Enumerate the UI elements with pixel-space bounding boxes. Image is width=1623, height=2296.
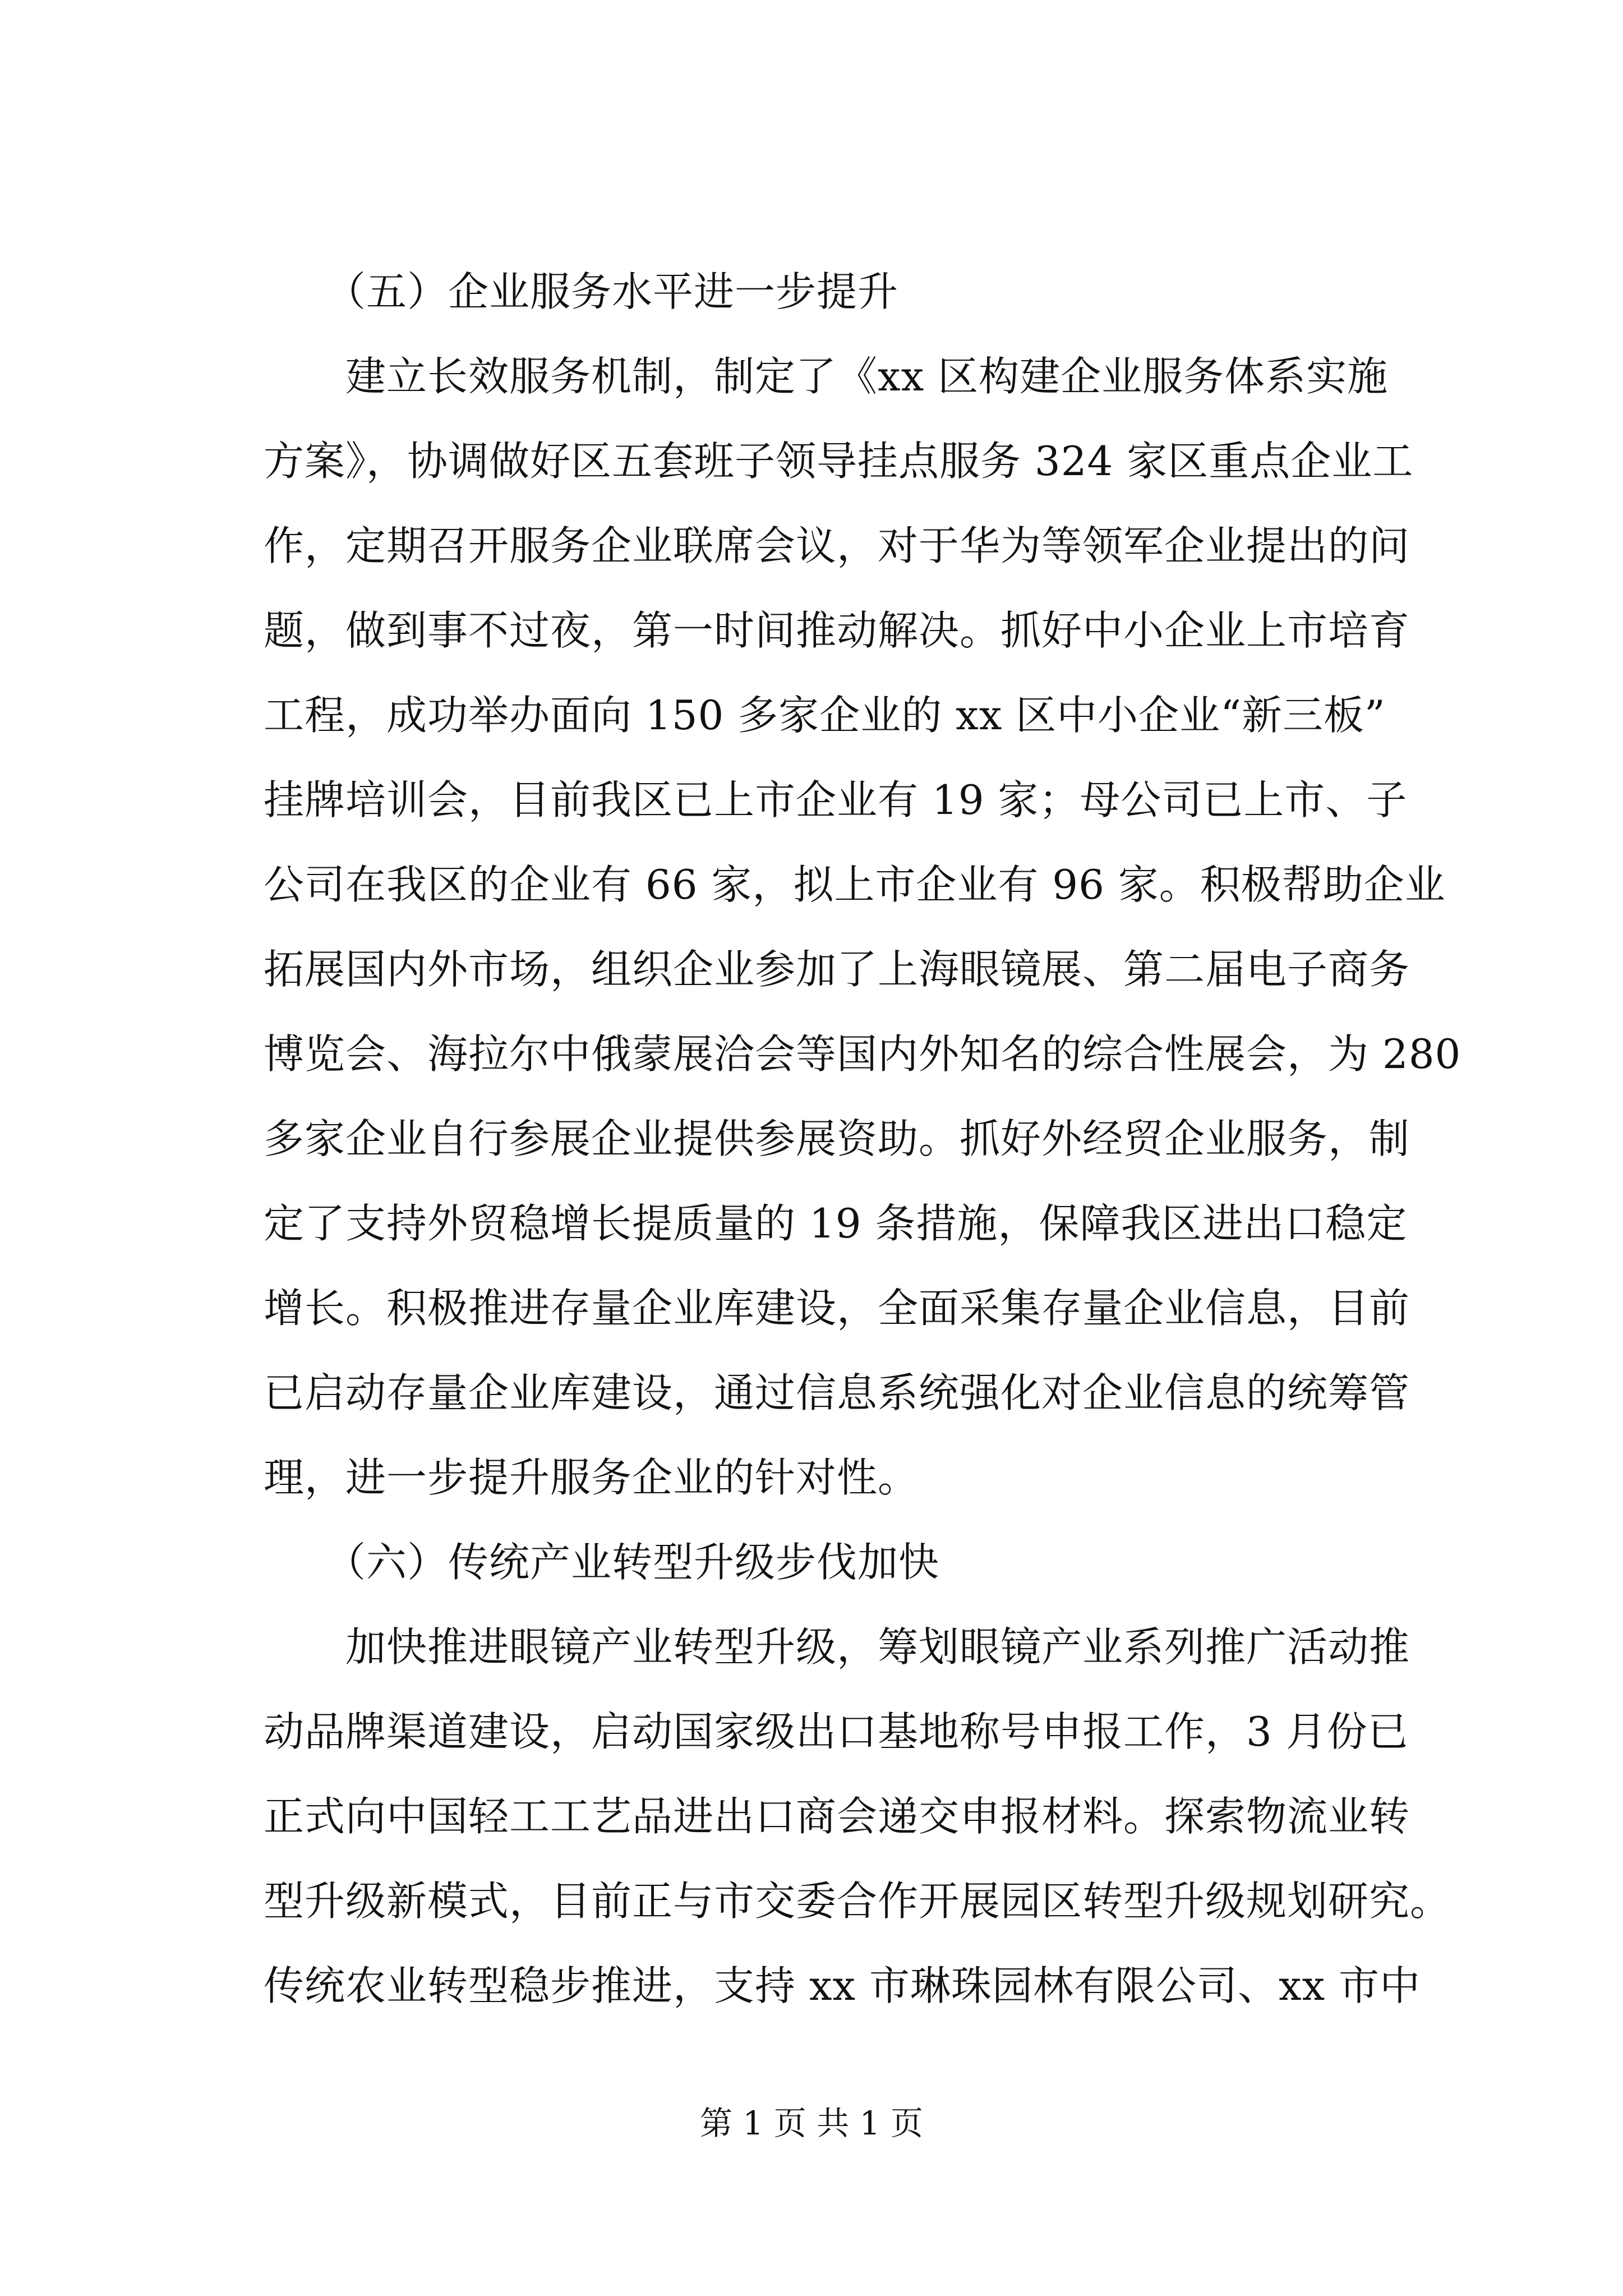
paragraph-line: 作，定期召开服务企业联席会议，对于华为等领军企业提出的问 — [264, 522, 1410, 569]
paragraph-line: 方案》，协调做好区五套班子领导挂点服务 324 家区重点企业工 — [264, 438, 1414, 485]
paragraph-line: 动品牌渠道建设，启动国家级出口基地称号申报工作，3 月份已 — [264, 1708, 1409, 1755]
paragraph-line: 正式向中国轻工工艺品进出口商会递交申报材料。探索物流业转 — [264, 1793, 1410, 1840]
paragraph-line: 博览会、海拉尔中俄蒙展洽会等国内外知名的综合性展会，为 280 — [264, 1030, 1461, 1078]
paragraph-line: 拓展国内外市场，组织企业参加了上海眼镜展、第二届电子商务 — [264, 946, 1410, 993]
section-heading-6: （六）传统产业转型升级步伐加快 — [264, 1539, 940, 1586]
paragraph-line: 题，做到事不过夜，第一时间推动解决。抓好中小企业上市培育 — [264, 607, 1410, 654]
paragraph-line: 建立长效服务机制，制定了《xx 区构建企业服务体系实施 — [264, 353, 1389, 400]
paragraph-line: 已启动存量企业库建设，通过信息系统强化对企业信息的统筹管 — [264, 1369, 1410, 1416]
paragraph-line: 工程，成功举办面向 150 多家企业的 xx 区中小企业“新三板” — [264, 692, 1386, 739]
paragraph-line: 型升级新模式，目前正与市交委合作开展园区转型升级规划研究。 — [264, 1878, 1451, 1925]
page-footer: 第 1 页 共 1 页 — [700, 2104, 923, 2142]
section-heading-5: （五）企业服务水平进一步提升 — [264, 268, 899, 315]
paragraph-line: 挂牌培训会，目前我区已上市企业有 19 家；母公司已上市、子 — [264, 776, 1408, 823]
paragraph-line: 传统农业转型稳步推进，支持 xx 市琳珠园林有限公司、xx 市中 — [264, 1962, 1421, 2009]
paragraph-line: 多家企业自行参展企业提供参展资助。抓好外经贸企业服务，制 — [264, 1115, 1410, 1162]
paragraph-line: 公司在我区的企业有 66 家，拟上市企业有 96 家。积极帮助企业 — [264, 861, 1446, 908]
document-body — [264, 250, 1461, 2028]
paragraph-line: 定了支持外贸稳增长提质量的 19 条措施，保障我区进出口稳定 — [264, 1200, 1408, 1247]
paragraph-line: 理，进一步提升服务企业的针对性。 — [264, 1454, 919, 1501]
paragraph-line: 加快推进眼镜产业转型升级，筹划眼镜产业系列推广活动推 — [264, 1623, 1410, 1671]
paragraph-line: 增长。积极推进存量企业库建设，全面采集存量企业信息，目前 — [264, 1285, 1410, 1332]
